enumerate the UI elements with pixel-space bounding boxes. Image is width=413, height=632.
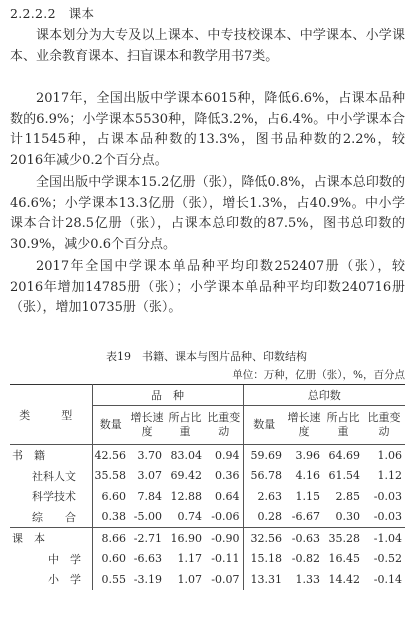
table-cell: 16.90 bbox=[165, 528, 205, 549]
table-cell: 1.17 bbox=[177, 552, 202, 566]
table-row bbox=[10, 528, 405, 549]
table-cell: -3.19 bbox=[133, 572, 162, 586]
col-header: 所占比重 bbox=[323, 406, 363, 445]
table-cell: 12.88 bbox=[170, 489, 202, 503]
table-cell: 1.12 bbox=[377, 469, 402, 483]
table-cell: 0.55 bbox=[101, 572, 126, 586]
table-cell: 3.96 bbox=[295, 448, 320, 462]
table-cell: 69.42 bbox=[170, 469, 202, 483]
table-cell: 1.07 bbox=[177, 572, 202, 586]
table-cell: -5.00 bbox=[133, 510, 162, 524]
table-cell: 61.54 bbox=[328, 469, 360, 483]
table-unit-note: 单位：万种，亿册（张），%，百分点 bbox=[232, 369, 405, 381]
table-cell: 0.30 bbox=[335, 510, 360, 524]
table-cell: 1.15 bbox=[295, 489, 320, 503]
table-row bbox=[10, 445, 405, 466]
table-cell: 2.63 bbox=[243, 486, 285, 507]
table-cell: 16.45 bbox=[328, 552, 360, 566]
table-row bbox=[10, 507, 405, 528]
col-header: 数量 bbox=[243, 406, 285, 445]
table-cell: 0.36 bbox=[215, 469, 240, 483]
table-cell: 15.18 bbox=[243, 549, 285, 570]
table-cell: -0.06 bbox=[211, 510, 240, 524]
table-cell: -0.82 bbox=[291, 552, 320, 566]
table-cell: -0.07 bbox=[211, 572, 240, 586]
table-cell: -0.90 bbox=[205, 528, 243, 549]
table-cell: 0.94 bbox=[215, 448, 240, 462]
structure-table bbox=[10, 384, 405, 590]
table-cell: -0.03 bbox=[373, 489, 402, 503]
table-cell: 6.60 bbox=[101, 489, 126, 503]
col-header: 比重变动 bbox=[205, 406, 243, 445]
col-header: 比重变动 bbox=[363, 406, 405, 445]
row-label: 科学技术 bbox=[10, 486, 92, 507]
table-row bbox=[10, 466, 405, 487]
row-label: 综 合 bbox=[10, 507, 92, 528]
table-cell: 0.28 bbox=[243, 507, 285, 528]
section-number: 2.2.2.2 bbox=[10, 6, 56, 21]
table-cell: -0.11 bbox=[211, 552, 240, 566]
table-cell: 83.04 bbox=[170, 448, 202, 462]
table-cell: 3.70 bbox=[137, 448, 162, 462]
table-caption: 表19 书籍、课本与图片品种、印数结构 bbox=[106, 350, 307, 363]
table-row bbox=[10, 569, 405, 590]
table-cell: 59.69 bbox=[243, 445, 285, 466]
row-label: 中 学 bbox=[10, 549, 92, 570]
paragraph-textbook-categories: 课本划分为大专及以上课本、中专技校课本、中学课本、小学课本、业余教育课本、扫盲课本和教学用书7类。 bbox=[10, 28, 405, 64]
table-cell: 1.06 bbox=[377, 448, 402, 462]
row-label: 书 籍 bbox=[10, 445, 92, 466]
table-cell: 35.28 bbox=[323, 528, 363, 549]
table-cell: 0.38 bbox=[101, 510, 126, 524]
table-cell: 0.74 bbox=[177, 510, 202, 524]
row-label: 课 本 bbox=[10, 528, 92, 549]
section-title: 课本 bbox=[68, 6, 95, 21]
table-cell: 13.31 bbox=[243, 569, 285, 590]
table-cell: 7.84 bbox=[137, 489, 162, 503]
row-label: 小 学 bbox=[10, 569, 92, 590]
group-header-prints: 总印数 bbox=[243, 385, 405, 406]
table-cell: -1.04 bbox=[363, 528, 405, 549]
row-label: 社科人文 bbox=[10, 466, 92, 487]
table-cell: 14.42 bbox=[328, 572, 360, 586]
table-cell: 0.64 bbox=[215, 489, 240, 503]
group-header-varieties: 品 种 bbox=[92, 385, 243, 406]
col-header: 所占比重 bbox=[165, 406, 205, 445]
paragraph-average-prints: 2017年全国中学课本单品种平均印数252407册（张），较2016年增加14785册（张）；小学课本单品种平均印数240716册（张），增加10735册（张）。 bbox=[10, 259, 405, 316]
table-row bbox=[10, 549, 405, 570]
paragraph-textbook-varieties: 2017年，全国出版中学课本6015种，降低6.6%，占课本品种数的6.9%；小学课本5530种，降低3.2%，占6.4%。中小学课本合计11545种，占课本品种数的13.3%，图书品种数的2.2%，较2016年减少0.2个百分点。 bbox=[10, 91, 405, 169]
table-cell: -0.14 bbox=[373, 572, 402, 586]
section-heading bbox=[10, 4, 94, 22]
table-cell: 1.33 bbox=[295, 572, 320, 586]
table-cell: 56.78 bbox=[243, 466, 285, 487]
table-cell: 0.60 bbox=[101, 552, 126, 566]
table-cell: 64.69 bbox=[328, 448, 360, 462]
table-cell: -0.03 bbox=[373, 510, 402, 524]
table-cell: 35.58 bbox=[94, 469, 126, 483]
table-cell: -2.71 bbox=[129, 528, 165, 549]
table-cell: 8.66 bbox=[92, 528, 129, 549]
table-cell: -6.63 bbox=[133, 552, 162, 566]
table-row bbox=[10, 486, 405, 507]
col-header: 增长速度 bbox=[285, 406, 323, 445]
table-cell: 4.16 bbox=[295, 469, 320, 483]
table-cell: -6.67 bbox=[291, 510, 320, 524]
col-header: 数量 bbox=[92, 406, 129, 445]
col-header: 增长速度 bbox=[129, 406, 165, 445]
table-cell: 32.56 bbox=[243, 528, 285, 549]
stub-header: 类 型 bbox=[10, 385, 92, 445]
table-cell: 42.56 bbox=[94, 448, 126, 462]
table-cell: 3.07 bbox=[137, 469, 162, 483]
table-cell: 2.85 bbox=[335, 489, 360, 503]
table-cell: -0.52 bbox=[373, 552, 402, 566]
paragraph-textbook-prints: 全国出版中学课本15.2亿册（张），降低0.8%，占课本总印数的46.6%；小学课本13.3亿册（张），增长1.3%，占40.9%。中小学课本合计28.5亿册（张），占课本总印数的87.5%，图书总印数的30.9%，减少0.6个百分点。 bbox=[10, 175, 405, 253]
table-cell: -0.63 bbox=[285, 528, 323, 549]
